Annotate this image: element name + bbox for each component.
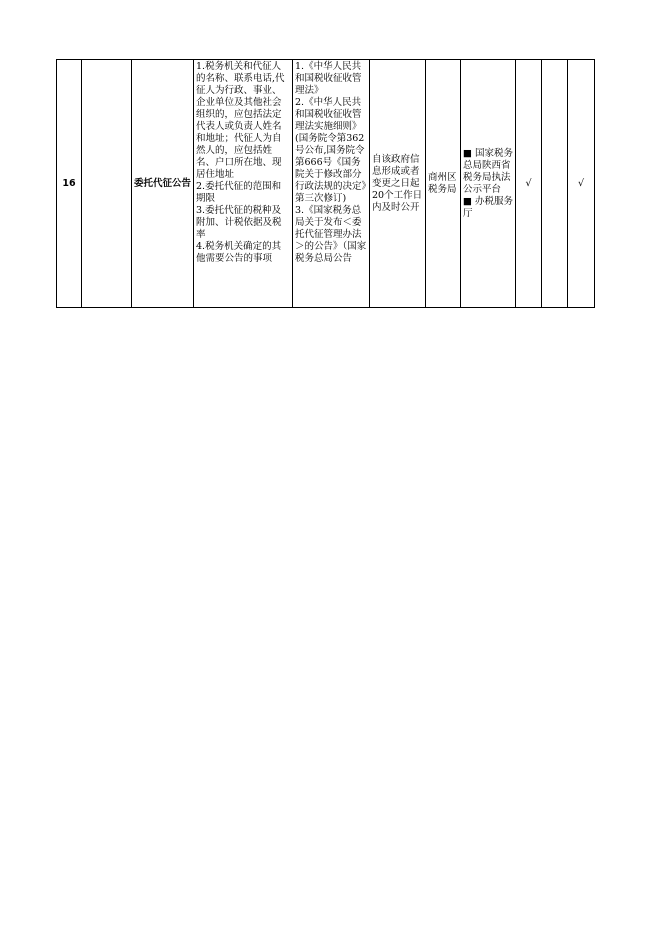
disclosure-basis: 1.《中华人民共和国税收征收管理法》 2.《中华人民共和国税收征收管理法实施细则》(国务院令第362号公布,国务院令第666号《国务院关于修改部分行政法规的决定》第三次修订) 3.《国家税务总局关于发布＜委托代征管理办法＞的公告》（国家税务总局公告 [295, 61, 367, 264]
row-number: 16 [62, 177, 76, 189]
check-cell-2 [568, 60, 595, 308]
row-number-cell [57, 60, 82, 308]
disclosure-table [56, 59, 595, 308]
empty-cell [82, 60, 132, 308]
disclosure-time-limit: 自该政府信息形成或者变更之日起20个工作日内及时公开 [372, 153, 423, 213]
disclosure-channel: ■ 国家税务总局陕西省税务局执法公示平台 ■ 办税服务厅 [463, 147, 513, 219]
empty-check-cell [542, 60, 568, 308]
basis-cell [293, 60, 370, 308]
subject-cell [426, 60, 461, 308]
item-name: 委托代征公告 [133, 177, 191, 189]
disclosure-subject: 商州区税务局 [428, 171, 457, 195]
table-row [57, 60, 595, 308]
time-limit-cell [370, 60, 426, 308]
content-cell [194, 60, 293, 308]
channel-cell [461, 60, 516, 308]
check-cell-1 [516, 60, 542, 308]
disclosure-content: 1.税务机关和代征人的名称、联系电话,代征人为行政、事业、企业单位及其他社会组织的，应包括法定代表人或负责人姓名和地址；代征人为自然人的，应包括姓名、户口所在地、现居住地址 2.委托代征的范围和期限 3.委托代征的税种及附加、计税依据及税率 4.税务机关确定的其他需要公告的事项 [196, 61, 285, 264]
item-name-cell [132, 60, 194, 308]
checkmark-icon: √ [577, 177, 585, 189]
checkmark-icon: √ [525, 177, 532, 189]
